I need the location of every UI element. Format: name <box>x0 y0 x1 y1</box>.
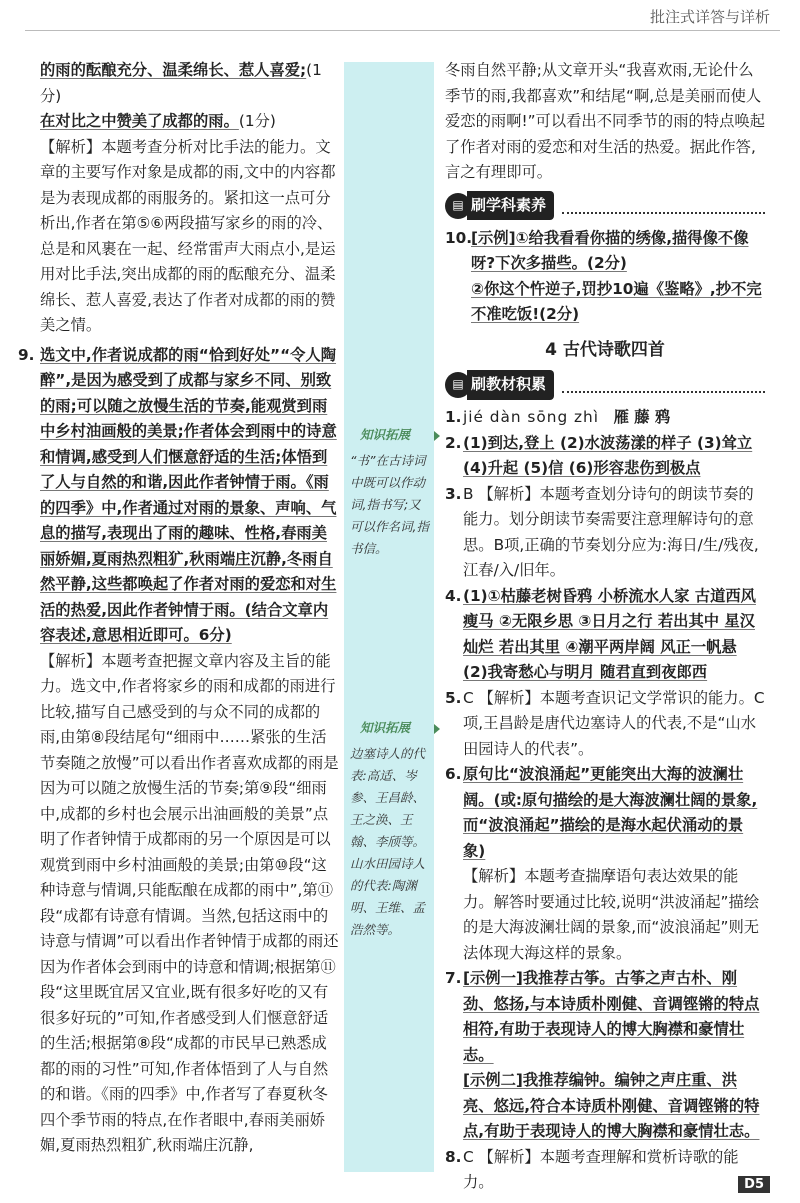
answer-text: 选文中,作者说成都的雨“恰到好处”“令人陶醉”,是因为感受到了成都与家乡不同、别致的雨;可以随之放慢生活的节奏,能观赏到雨中乡村油画般的美景;作者体会到雨中的诗意和情调,感受到人们惬意舒适的生活;体悟到了人与自然的和谐,因此作者钟情于雨。《雨的四季》中,作者通过对雨的景象、声响、气息的描写,表现出了雨的趣味、性格,春雨美丽娇媚,夏雨热烈粗犷,秋雨端庄沉静,冬雨自然平静,这些都唤起了作者对雨的爱恋和对生活的热爱,因此作者钟情于雨。(结合文章内容表述,意思相近即可。6分) <box>40 345 337 644</box>
note-title-1: 知识拓展 <box>360 427 411 442</box>
book-icon: ▤ <box>445 372 471 398</box>
question-4 <box>445 584 765 686</box>
dotted-divider <box>562 377 765 393</box>
note-text-2: 边塞诗人的代表:高适、岑参、王昌龄、王之涣、王翰、李颀等。山水田园诗人的代表:陶渊明、王维、孟浩然等。 <box>350 746 426 937</box>
question-number: 6. <box>445 765 462 783</box>
note-text-1: “书”在古诗词中既可以作动词,指书写;又可以作名词,指书信。 <box>350 453 429 556</box>
section-title: 4 古代诗歌四首 <box>545 339 665 360</box>
question-number: 3. <box>445 484 462 503</box>
header-divider <box>25 30 780 31</box>
page-header-title: 批注式详答与详析 <box>649 8 770 26</box>
question-number: 2. <box>445 433 462 452</box>
answer-text: 的雨的酝酿充分、温柔绵长、惹人喜爱; <box>40 61 307 79</box>
note-arrow-icon <box>434 724 440 734</box>
question-3 <box>445 482 765 584</box>
banner-label: 刷学科素养 <box>467 191 554 221</box>
question-9 <box>18 343 340 649</box>
question-number: 1. <box>445 408 462 426</box>
answer-text: (1)①枯藤老树昏鸦 小桥流水人家 古道西风瘦马 ②无限乡思 ③日月之行 若出其中 星汉灿烂 若出其里 ④潮平两岸阔 风正一帆悬 (2)我寄愁心与明月 随君直到夜郎西 <box>463 586 756 681</box>
right-column <box>445 58 765 1196</box>
answer-text: C 【解析】本题考查识记文学常识的能力。C项,王昌龄是唐代边塞诗人的代表,不是“山水田园诗人的代表”。 <box>463 688 765 758</box>
answer-text: ②你这个忤逆子,罚抄10遍《鉴略》,抄不完不准吃饭!(2分) <box>471 279 762 323</box>
score-text: (1分) <box>40 61 322 105</box>
note-arrow-icon <box>434 431 440 441</box>
page-number: D5 <box>738 1176 770 1193</box>
answer-text: 雁 藤 鸦 <box>613 408 671 426</box>
section-banner <box>445 192 765 220</box>
question-1 <box>445 405 765 431</box>
left-column <box>18 58 340 1159</box>
analysis-text: 【解析】本题考查分析对比手法的能力。文章的主要写作对象是成都的雨,文中的内容都是为表现成都的雨服务的。紧扣这一点可分析出,作者在第⑤⑥两段描写家乡的雨的冷、总是和风裹在一起、经常雷声大雨点小,是运用对比手法,突出成都的雨的酝酿充分、温柔绵长、惹人喜爱,表达了作者对成都的雨的赞美之情。 <box>40 137 336 334</box>
question-number: 10. <box>445 228 473 247</box>
answer-text: [示例二]我推荐编钟。编钟之声庄重、洪亮、悠远,符合本诗质朴刚健、音调铿锵的特点,有助于表现诗人的博大胸襟和豪情壮志。 <box>463 1071 760 1140</box>
question-number: 7. <box>445 969 462 987</box>
answer-text: (1)到达,登上 (2)水波荡漾的样子 (3)耸立 (4)升起 (5)信 (6)形容悲伤到极点 <box>463 433 753 477</box>
dotted-divider <box>562 198 765 214</box>
answer-text: B 【解析】本题考查划分诗句的朗读节奏的能力。划分朗读节奏需要注意理解诗句的意思。B项,正确的节奏划分应为:海日/生/残夜,江春/入/旧年。 <box>463 484 759 579</box>
section-banner <box>445 371 765 399</box>
answer-text: [示例一]我推荐古筝。古筝之声古朴、刚劲、悠扬,与本诗质朴刚健、音调铿锵的特点相符,有助于表现诗人的博大胸襟和豪情壮志。 <box>463 969 760 1064</box>
answer-text: 在对比之中赞美了成都的雨。 <box>40 112 239 130</box>
book-icon: ▤ <box>445 193 471 219</box>
analysis-text: 【解析】本题考查揣摩语句表达效果的能力。解答时要通过比较,说明“洪波涌起”描绘的是大海波澜壮阔的景象,而“波浪涌起”则无法体现大海这样的景象。 <box>463 867 760 962</box>
pinyin-text: jié dàn sōng zhì <box>463 408 599 426</box>
answer-text: 原句比“波浪涌起”更能突出大海的波澜壮阔。(或:原句描绘的是大海波澜壮阔的景象,而“波浪涌起”描绘的是海水起伏涌动的景象) <box>463 765 758 860</box>
question-number: 5. <box>445 688 462 707</box>
question-8 <box>445 1145 765 1196</box>
margin-note-strip <box>344 62 434 1172</box>
answer-text: C 【解析】本题考查理解和赏析诗歌的能力。 <box>463 1147 739 1191</box>
question-7 <box>445 966 765 1145</box>
question-2 <box>445 431 765 482</box>
question-6 <box>445 762 765 966</box>
question-5 <box>445 686 765 763</box>
score-text: (1分) <box>238 112 276 130</box>
note-title-2: 知识拓展 <box>360 720 411 735</box>
banner-label: 刷教材积累 <box>467 370 554 400</box>
question-number: 4. <box>445 586 462 605</box>
analysis-text: 冬雨自然平静;从文章开头“我喜欢雨,无论什么季节的雨,我都喜欢”和结尾“啊,总是美丽而使人爱恋的雨啊!”可以看出不同季节的雨的特点唤起了作者对雨的爱恋和对生活的热爱。据此作答,言之有理即可。 <box>445 61 765 181</box>
answer-text: [示例]①给我看看你描的绣像,描得像不像呀?下次多描些。(2分) <box>471 228 749 272</box>
question-number: 8. <box>445 1147 462 1166</box>
question-number: 9. <box>18 345 35 364</box>
question-10 <box>445 226 765 328</box>
analysis-text: 【解析】本题考查把握文章内容及主旨的能力。选文中,作者将家乡的雨和成都的雨进行比较,描写自己感受到的与众不同的成都的雨,由第⑧段结尾句“细雨中……紧张的生活节奏随之放慢”可以看出作者喜欢成都的雨是因为可以随之放慢生活的节奏;第⑨段“细雨中,成都的乡村也会展示出油画般的美景”点明了作者钟情于成都雨的另一个原因是可以观赏到雨中乡村油画般的美景;由第⑩段“这种诗意与情调,只能酝酿在成都的雨中”,第⑪段“成都有诗意有情调。当然,包括这雨中的诗意与情调”可以看出作者钟情于成都的雨还因为作者体会到雨中的诗意和情调;根据第⑪段“这里既宜居又宜业,既有很多好吃的又有很多好玩的”可知,作者感受到人们惬意舒适的生活;根据第⑧段“成都的市民早已熟悉成都的雨的习性”可知,作者体悟到了人与自然的和谐。《雨的四季》中,作者写了春夏秋冬四个季节雨的特点,在作者眼中,春雨美丽娇媚,夏雨热烈粗犷,秋雨端庄沉静, <box>40 651 339 1154</box>
